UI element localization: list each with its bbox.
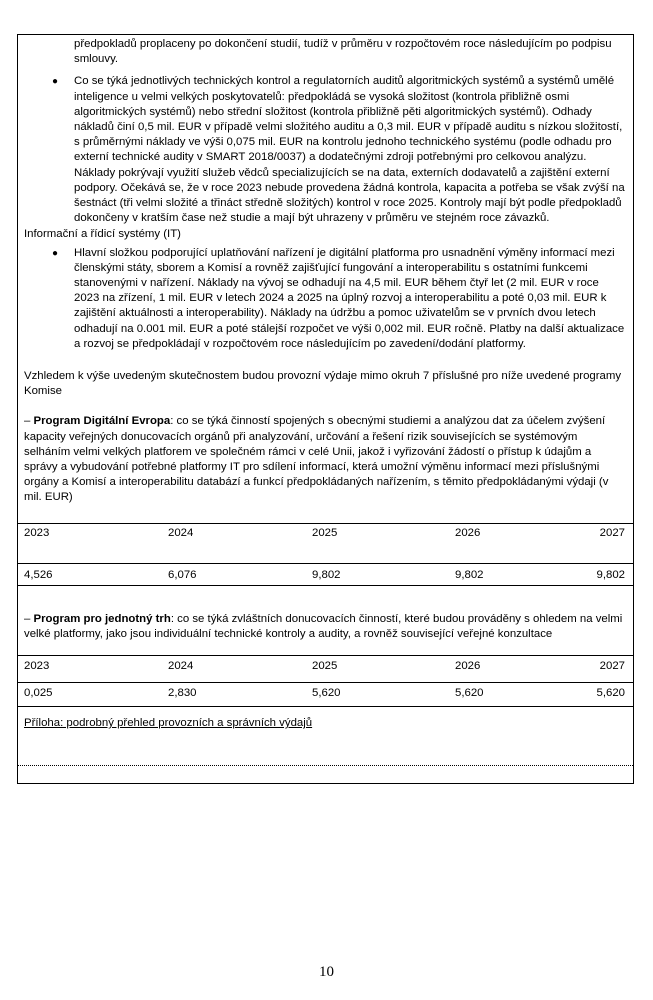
bullet-item-audits: [18, 74, 633, 226]
program1-text: : co se týká činností spojených s obecnými studiemi a analýzou dat za účelem zvýšení kapacity veřejných donucovacích orgánů při analyzování, určování a řešení rizik souvisejících se systémovým selháním velmi velkých platforem ve společném rámci v celé Unii, jakož i vyřizování žádostí o přístup k údajům a správy a vybudování potřebné platformy IT pro sdílení informací, která umožní výměnu informací mezi příslušnými orgány a Komisí a interoperabilitu databází a funkcí předpokládaných nařízením, s těmito předpokládanými výdaji (v mil. EUR): [24, 415, 609, 504]
document-body: [18, 35, 633, 506]
program2-paragraph: [24, 612, 625, 642]
document-frame: [17, 34, 634, 784]
table1-year-cell: 2023: [24, 527, 50, 539]
intro-paragraph: Vzhledem k výše uvedeným skutečnostem budou provozní výdaje mimo okruh 7 příslušné pro níže uvedené programy Komise: [24, 370, 622, 398]
table1-value-cell: 9,802: [455, 569, 484, 581]
dotted-separator: [18, 765, 633, 766]
program1-name: Program Digitální Evropa: [33, 415, 171, 428]
it-section-heading: Informační a řídicí systémy (IT): [24, 228, 181, 241]
table2-bottom-rule: [18, 706, 633, 707]
bullet-dot-icon: ●: [52, 247, 59, 259]
page-number: 10: [319, 964, 334, 980]
table2-value-cell: 5,620: [312, 687, 341, 699]
table1-value-cell: 9,802: [596, 569, 625, 581]
table1-value-cell: 6,076: [168, 569, 197, 581]
table2-value-row: [18, 686, 633, 702]
table2-year-cell: 2023: [24, 660, 50, 672]
table1-year-cell: 2024: [168, 527, 194, 539]
program1-prefix: –: [24, 415, 34, 428]
table2-value-cell: 2,830: [168, 687, 197, 699]
bullet-list-it: [18, 246, 633, 352]
table2-value-cell: 5,620: [596, 687, 625, 699]
bullet-text: Hlavní složkou podporující uplatňování nařízení je digitální platforma pro usnadnění výměny informací mezi členskými státy, sborem a Komisí a rovněž zajišťující fungování a interoperabilitu s ostatními funkcemi stanovenými v nařízení. Náklady na vývoj se odhadují na 4,5 mil. EUR během čtyř let (2 mil. EUR v roce 2023 na zřízení, 1 mil. EUR v letech 2024 a 2025 na úplný rozvoj a interoperabilitu a poté 0,03 mil. EUR k zajištění aktuálnosti a interoperability). Náklady na údržbu a pomoc uživatelům se v prvních dvou letech odhadují na 0.001 mil. EUR a poté stálejší rozpočet ve výši 0,002 mil. EUR ročně. Platby na další aktualizace a rozvoj se předpokládají v rozpočtovém roce následujícím po zavedení/dodání platformy.: [74, 246, 625, 350]
table1-value-row: [18, 568, 633, 584]
table2-year-cell: 2027: [599, 660, 625, 672]
program2-prefix: –: [24, 613, 34, 625]
bullet-list-top: [18, 35, 633, 226]
bullet-text: Co se týká jednotlivých technických kontrol a regulatorních auditů algoritmických systémů a systémů umělé inteligence u velmi velkých poskytovatelů: předpokládá se vysoká složitost (kontrola přibližně osmi algoritmických systémů) nebo střední složitost (kontrola přibližně pěti algoritmických systémů). Odhady nákladů činí 0,5 mil. EUR v případě velmi složitého auditu a 0,3 mil. EUR v případě auditu s nízkou složitostí, s průměrnými náklady ve výši 0,075 mil. EUR na kontrolu jednoho technického systému (podle odhadu pro externí technické audity v SMART 2018/0037) a dodatečnými zdroji potřebnými pro celkovou analýzu. Náklady pokrývají využití služeb vědců specializujících se na data, externích dodavatelů a zajištění externí podpory. Očekává se, že v roce 2023 nebude provedena žádná kontrola, kapacita a potřeba se však zvýší na šestnáct (tři velmi složité a třináct středně složitých) kontrol v roce 2025. Kontroly mají být podle předpokladů dokončeny v kratším čase než studie a mají být uhrazeny v průměru ve stejném roce závazků.: [74, 75, 625, 225]
table1-bottom-rule: [18, 585, 633, 586]
program2-name: Program pro jednotný trh: [33, 613, 171, 625]
table1-year-cell: 2026: [455, 527, 481, 539]
table2-year-row: [18, 659, 633, 675]
table1-year-cell: 2025: [312, 527, 338, 539]
table2-value-cell: 0,025: [24, 687, 53, 699]
table2-top-rule: [18, 655, 633, 656]
table2-year-cell: 2024: [168, 660, 194, 672]
bullet-item-continued: [18, 35, 633, 67]
table2-value-cell: 5,620: [455, 687, 484, 699]
program1-paragraph: [18, 414, 633, 505]
table1-year-cell: 2027: [599, 527, 625, 539]
table1-value-cell: 4,526: [24, 569, 53, 581]
table1-top-rule: [18, 523, 633, 524]
bullet-text: předpokladů proplaceny po dokončení studií, tudíž v průměru v rozpočtovém roce následujícím po podpisu smlouvy.: [74, 38, 612, 66]
annex-link[interactable]: Příloha: podrobný přehled provozních a správních výdajů: [24, 717, 313, 729]
program2-text: : co se týká zvláštních donucovacích činností, které budou prováděny s ohledem na velmi velké platformy, jako jsou individuální technické kontroly a audity, a rovněž související veřejné konzultace: [24, 613, 623, 641]
table1-year-row: [18, 526, 633, 542]
bullet-item-it-platform: [18, 246, 633, 352]
table2-year-cell: 2026: [455, 660, 481, 672]
table1-value-cell: 9,802: [312, 569, 341, 581]
table1-mid-rule: [18, 563, 633, 564]
table2-year-cell: 2025: [312, 660, 338, 672]
table2-mid-rule: [18, 682, 633, 683]
bullet-dot-icon: ●: [52, 76, 59, 88]
